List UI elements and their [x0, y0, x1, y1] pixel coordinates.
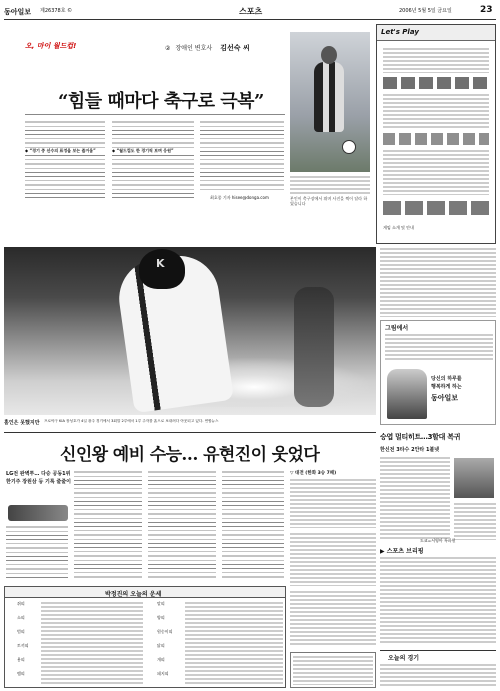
bottom-table — [290, 652, 376, 688]
horo-row-7: 말띠 — [157, 601, 165, 606]
sports-brief-title: ▶ 스포츠 브리핑 — [380, 548, 424, 555]
column-photo — [290, 32, 370, 172]
bottom-table-lines — [293, 655, 373, 685]
right-text-top — [380, 247, 496, 317]
horoscope-header — [5, 587, 285, 598]
side-story-subhead: 한신전 3타수 2안타 1볼넷 — [380, 447, 440, 453]
helmet-letter: K — [156, 257, 165, 270]
horo-row-11: 개띠 — [157, 657, 165, 662]
lower-rule-top — [4, 432, 376, 433]
ad-logo-row-2 — [383, 133, 489, 145]
horoscope-col-2 — [147, 601, 285, 687]
lower-text-2 — [74, 470, 142, 580]
horo-row-3: 범띠 — [17, 629, 25, 634]
today-title: 오늘의 경기 — [388, 655, 420, 662]
lower-text-1 — [6, 525, 68, 580]
ad-top-right — [376, 24, 496, 244]
section-name: 스포츠 — [239, 7, 263, 16]
lower-logo — [8, 505, 68, 521]
column-reporter: 최호종 기자 hisee@donga.com — [210, 195, 269, 200]
ad-top-header — [377, 25, 495, 41]
lower-lead-2: 한기주 장원삼 등 기록 줄줄이 — [6, 479, 71, 485]
series-badge — [25, 33, 97, 50]
byline-number: ② — [165, 45, 171, 52]
column-text-1 — [25, 120, 105, 200]
issue-date: 2006년 5월 5일 금요일 — [399, 8, 452, 14]
horo-row-9: 원숭이띠 — [157, 629, 173, 634]
record-box — [290, 470, 376, 650]
header-rule — [4, 19, 496, 20]
ad-brand: Let's Play — [381, 28, 419, 36]
series-badge-text: 오, 마이 월드컵! — [25, 42, 77, 50]
player-head — [321, 46, 337, 64]
issue-number: 제26378호 © — [40, 8, 73, 14]
horoscope-title: 박정진의 오늘의 운세 — [105, 591, 162, 598]
game-box — [380, 320, 496, 425]
record-box-title: ▽ 대전 (한화 3승 7패) — [290, 471, 337, 476]
ad-footer-text: 게임 소개 및 안내 — [383, 225, 414, 230]
column-photo-caption: 본인이 축구장에서 뛰며 사진을 찍어 달라 하였습니다 — [290, 196, 368, 206]
lower-lead-1: LG전 완벽투… 다승 공동1위 — [6, 471, 71, 477]
horo-row-2: 소띠 — [17, 615, 25, 620]
horo-row-10: 닭띠 — [157, 643, 165, 648]
column-text-2 — [112, 120, 194, 200]
today-box — [380, 650, 496, 688]
horo-row-5: 용띠 — [17, 657, 25, 662]
horo-row-8: 양띠 — [157, 615, 165, 620]
player-figure — [314, 62, 344, 132]
column-headline: “힘들 때마다 축구로 극복” — [58, 91, 264, 112]
column-subhead-1: ◆ “경기 중 선수의 표정을 보는 즐거움” — [25, 148, 105, 154]
sports-brief — [380, 546, 496, 646]
lower-text-3 — [148, 470, 216, 580]
record-box-lines-2 — [290, 532, 376, 586]
horo-row-6: 뱀띠 — [17, 671, 25, 676]
horo-row-1: 쥐띠 — [17, 601, 25, 606]
side-story-title: 승엽 멀티히트…3할대 복귀 — [380, 433, 461, 441]
byline-name: 김선숙 씨 — [220, 44, 250, 52]
lower-headline: 신인왕 예비 수능… 유현진이 웃었다 — [60, 445, 320, 465]
photo-caption — [4, 418, 376, 428]
horoscope — [4, 586, 286, 688]
main-photo — [4, 247, 376, 415]
ad-listing-1 — [383, 47, 489, 73]
ad-listing-3 — [383, 149, 489, 195]
game-box-text — [385, 333, 493, 361]
photo-caption-label: 홈인은 못했지만 — [4, 420, 40, 426]
sports-brief-text — [380, 556, 496, 644]
byline-role: 장애인 변호사 — [175, 45, 213, 52]
soccer-ball — [342, 140, 356, 154]
today-text — [380, 663, 496, 687]
side-story-text-2 — [454, 502, 496, 540]
record-box-lines-1 — [290, 478, 376, 528]
headline-rule — [25, 114, 285, 115]
side-story — [380, 432, 496, 542]
photo-caption-column — [290, 175, 370, 195]
small-ad-line-1: 당신의 하루를 — [431, 376, 462, 382]
small-ad-line-3: 동아일보 — [431, 393, 459, 402]
lower-text-4 — [222, 470, 284, 580]
page-number: 23 — [480, 5, 493, 15]
side-story-text-1 — [380, 456, 450, 540]
horo-row-12: 돼지띠 — [157, 671, 169, 676]
side-story-photo — [454, 458, 494, 498]
horo-row-4: 토끼띠 — [17, 643, 29, 648]
small-ad-line-2: 행복하게 하는 — [431, 384, 462, 390]
side-story-reporter: 도쿄=서영아 특파원 — [420, 538, 456, 543]
horo-col-2-text — [185, 601, 283, 685]
ad-logo-row — [383, 77, 489, 89]
column-subhead-2: ◆ “월드컵도 한 경기씩 보며 응원” — [112, 148, 194, 154]
horo-col-1-text — [41, 601, 143, 685]
record-box-lines-3 — [290, 590, 376, 646]
small-ad — [431, 375, 493, 415]
horoscope-col-1 — [7, 601, 145, 687]
game-box-title: 그림에서 — [385, 325, 409, 332]
page-header — [4, 4, 496, 18]
column-text-3 — [200, 120, 284, 192]
column-byline — [165, 35, 250, 54]
fielder-figure — [294, 287, 334, 407]
paper-name: 동아일보 — [4, 8, 32, 16]
golf-ad-figure — [387, 369, 427, 419]
photo-caption-text: 프로야구 KIA 장성호가 4일 광주 경기에서 3회말 2루에서 1루 주자를 홈으로 보내려다 아웃되고 있다. 연합뉴스 — [44, 419, 219, 423]
ad-listing-2 — [383, 93, 489, 129]
ad-logo-row-3 — [383, 201, 489, 215]
